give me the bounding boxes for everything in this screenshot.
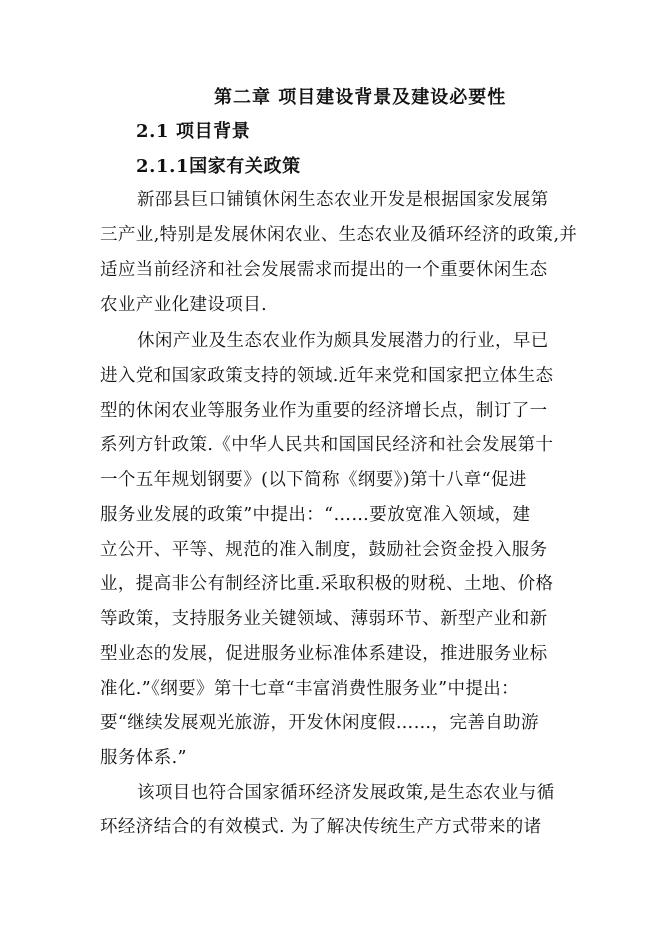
paragraph-2-line-12: 要“继续发展观光旅游，开发休闲度假……，完善自助游 bbox=[100, 713, 539, 733]
paragraph-2-line-11: 准化.”《纲要》第十七章“丰富消费性服务业”中提出： bbox=[100, 679, 520, 699]
paragraph-1-line-3: 适应当前经济和社会发展需求而提出的一个重要休闲生态 bbox=[100, 260, 548, 280]
paragraph-2-line-4: 系列方针政策.《中华人民共和国国民经济和社会发展第十 bbox=[100, 435, 554, 455]
paragraph-2-line-13: 服务体系.” bbox=[100, 748, 187, 768]
paragraph-2-line-5: 一个五年规划钢要》(以下简称《纲要》)第十八章“促进 bbox=[100, 470, 527, 490]
paragraph-2-line-9: 等政策，支持服务业关键领域、薄弱环节、新型产业和新 bbox=[100, 609, 548, 629]
paragraph-2-line-3: 型的休闲农业等服务业作为重要的经济增长点，制订了一 bbox=[100, 401, 548, 421]
paragraph-1-line-4: 农业产业化建设项目. bbox=[100, 295, 268, 315]
paragraph-1-line-1: 新邵县巨口铺镇休闲生态农业开发是根据国家发展第 bbox=[137, 190, 549, 210]
paragraph-3-line-1: 该项目也符合国家循环经济发展政策,是生态农业与循 bbox=[137, 783, 555, 803]
paragraph-2-line-7: 立公开、平等、规范的准入制度，鼓励社会资金投入服务 bbox=[100, 540, 548, 560]
paragraph-2-line-6: 服务业发展的政策”中提出：“……要放宽准入领域，建 bbox=[100, 505, 531, 525]
paragraph-2-line-2: 进入党和国家政策支持的领域.近年来党和国家把立体生态 bbox=[100, 366, 554, 386]
paragraph-2-line-10: 型业态的发展，促进服务业标准体系建设，推进服务业标 bbox=[100, 644, 548, 664]
chapter-title: 第二章 项目建设背景及建设必要性 bbox=[214, 87, 507, 108]
paragraph-2-line-8: 业，提高非公有制经济比重.采取积极的财税、土地、价格 bbox=[100, 574, 554, 594]
paragraph-1-line-2: 三产业,特别是发展休闲农业、生态农业及循环经济的政策,并 bbox=[100, 225, 578, 245]
paragraph-3-line-2: 环经济结合的有效模式. 为了解决传统生产方式带来的诸 bbox=[100, 817, 542, 837]
section-heading-2-1-1: 2.1.1国家有关政策 bbox=[136, 156, 301, 177]
paragraph-2-line-1: 休闲产业及生态农业作为颇具发展潜力的行业，早已 bbox=[137, 331, 549, 351]
section-heading-2-1: 2.1 项目背景 bbox=[136, 121, 251, 142]
